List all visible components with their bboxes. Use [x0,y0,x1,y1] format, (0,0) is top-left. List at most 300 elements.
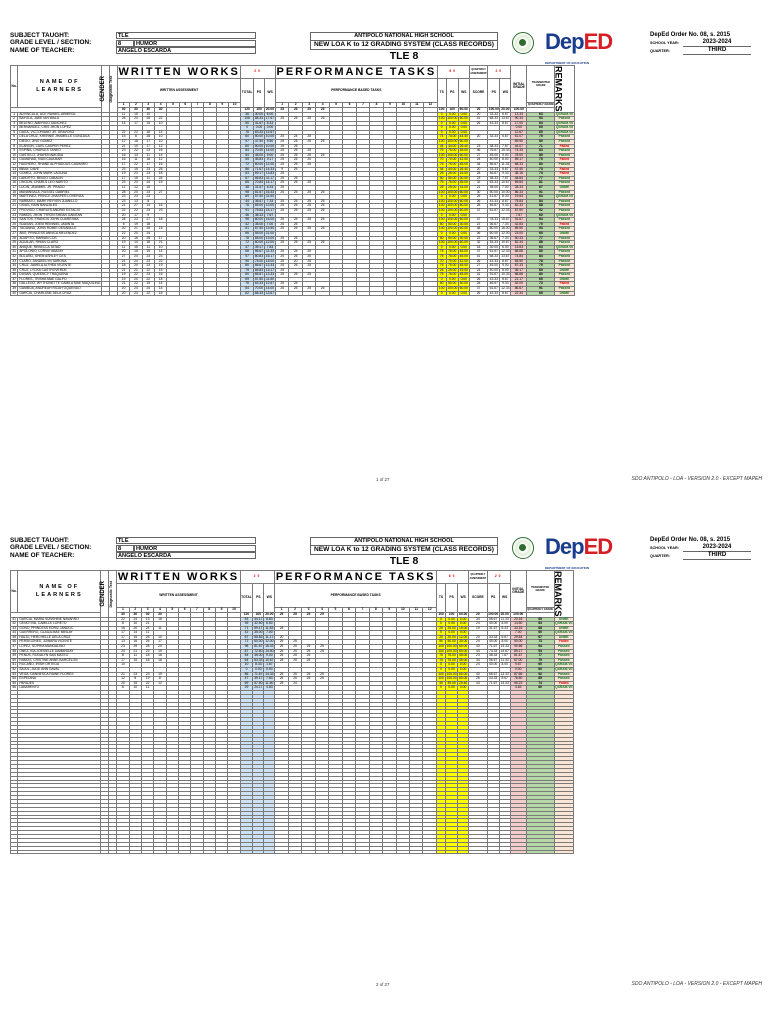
remarks-cell: Passed [554,672,573,677]
ww-num: 9 [215,608,227,613]
ww-score: 24 [142,287,154,292]
ww-total: 36 [241,112,254,117]
pt-ws: 60.00 [458,644,468,649]
learner-no: 47 [12,644,16,649]
teacher-value: ANGELO ESCARDA [116,47,256,54]
pt-total: 100 [438,116,445,121]
grade-value: 8 [116,545,134,552]
initial-grade: 12.67 [511,130,527,135]
learner-no: 32 [12,253,16,258]
pt-num: 3 [302,608,315,613]
ww-score: 21 [129,649,141,654]
pt-score: 25 [289,158,302,163]
learner-no: 1 [11,112,18,117]
pt-ws: 60.00 [459,226,468,231]
qa-weight: 60 [437,66,469,79]
initial-grade: 28.33 [511,186,527,191]
learner-no: 40 [12,290,16,295]
ww-total: 96 [241,218,254,223]
learner-no: 7 [11,140,18,145]
learner-name: GASTELO, JHAYEN AMODIA [18,153,102,158]
pt-total: 50 [437,236,446,241]
pt-hps-total: 100 [438,106,445,111]
ww-ps: 45.83 [254,157,264,162]
ww-ws: 11.17 [265,175,274,180]
qa-ps: 33.33 [489,134,498,139]
pt-ws: 60.00 [459,189,468,194]
pt-ps: 0.00 [446,245,458,250]
ww-score: 22 [117,130,129,135]
quarterly-grade: 67 [527,186,555,191]
ww-total: 42 [240,631,253,636]
initial-grade: 55.23 [510,681,526,686]
qa-ps: 53.33 [489,240,498,245]
pt-score: 25 [289,204,302,209]
ww-score: 23 [129,672,141,677]
qa-score: 24 [469,158,487,163]
ww-total: 42 [241,222,254,227]
col-diagnostic: Diagnostic Test [109,66,117,113]
ww-score: 10 [129,622,141,627]
learner-name: PROVIDO, CHARLES ANDREI ESTACIO [18,208,102,213]
ww-score: 15 [129,681,141,686]
ww-ps: 57.50 [254,276,264,281]
qa-hps: 20 [469,107,487,112]
ww-ws: 8.33 [264,121,275,126]
initial-grade: 33.16 [510,626,526,631]
pt-num: 3 [302,103,315,108]
pt-ws: 0.00 [458,686,469,691]
ww-ws: 12.00 [265,639,274,644]
ww-score: 16 [142,158,154,163]
ww-score: 11 [142,176,154,181]
ww-score: 23 [117,149,129,154]
ww-score: 21 [117,672,129,677]
pt-total: 75 [437,658,446,663]
qa-ws: 8.67 [500,259,511,264]
remarks-cell: Failed [555,222,574,227]
pt-ws: 60.00 [458,676,468,681]
ww-score: 9 [142,213,154,218]
quarterly-grade: 75 [527,135,555,140]
ww-num: 3 [142,103,154,108]
learner-no: 28 [12,235,16,240]
learner-name: LUCIN, JEANMEL JR. PRADO [18,186,102,191]
pt-score: 25 [289,199,302,204]
qa-hps-ws: 20.00 [501,106,510,111]
pt-score: 25 [289,273,302,278]
pt-score: 25 [275,158,288,163]
pt-total: 0 [437,631,446,636]
remarks-cell: Passed [555,254,574,259]
qa-score: 31 [469,273,487,278]
ww-total: 69 [240,681,253,686]
ww-score: 14 [117,121,129,126]
ww-score: 14 [154,282,166,287]
ww-weight: 20 [241,66,276,79]
pt-score: 25 [316,199,329,204]
pt-ws: 30.00 [459,235,468,240]
pt-score: 9 [275,167,288,172]
initial-grade: 9.67 [510,663,526,668]
qa-ps: 56.67 [489,162,498,167]
learner-no: 53 [12,671,16,676]
ww-score: 24 [142,231,154,236]
qa-ps: 30.00 [489,244,498,249]
ww-num: 5 [167,103,179,108]
ww-ps: 45.00 [254,152,264,157]
pt-score: 25 [275,199,288,204]
qa-ps: 43.33 [489,276,498,281]
pt-score: 25 [302,654,315,659]
ww-score: 19 [154,649,166,654]
qa-score: 28 [469,282,487,287]
ww-score: 23 [117,195,129,200]
remarks-cell: DNME [555,186,574,191]
pt-score: 20 [289,259,302,264]
qa-ws: 8.67 [499,677,510,682]
ww-ps: 81.67 [254,644,263,649]
pt-score: 25 [289,287,302,292]
quarter-label: QUARTER: [650,48,671,53]
col-total: TOTAL [240,584,253,613]
ww-score: 17 [117,176,129,181]
ww-ws: 6.50 [264,622,275,627]
ww-score: 15 [154,181,166,186]
qa-score: 36 [469,231,487,236]
col-total: TOTAL [241,79,254,108]
col-name [18,66,102,108]
col-no: No. [11,66,18,108]
pt-score: 25 [275,681,288,686]
qa-score: 28 [469,204,487,209]
col-initial: INITIAL GRADE [511,66,527,108]
quarterly-grade: 65 [527,291,555,296]
remarks-cell: Passed [555,227,574,232]
pt-score: 25 [302,672,315,677]
pt-hps: 25 [288,612,301,617]
ww-total: 71 [240,626,253,631]
ww-ws: 7.00 [264,222,275,227]
ww-score: 24 [142,181,154,186]
qa-ws: 6.67 [500,135,511,140]
ww-score: 11 [130,158,142,163]
initial-grade: 69.50 [511,140,527,145]
learner-row [11,291,575,296]
ww-score: 11 [141,686,153,691]
ww-total: 86 [241,167,254,172]
qa-score: 24 [469,268,487,273]
pt-score: 25 [275,172,288,177]
pt-ps: 0.00 [446,112,458,117]
ww-ps: 50.00 [254,134,264,139]
learner-no: 45 [12,634,16,639]
quarterly-grade: 84 [527,199,555,204]
pt-ws: 60.00 [459,286,468,291]
ww-total: 39 [240,622,253,627]
ww-score: 15 [154,227,166,232]
ww-score: 28 [117,190,129,195]
ww-score: 21 [130,227,142,232]
learner-no: 38 [12,281,16,286]
pt-hps: 25 [315,612,328,617]
ww-score: 19 [141,677,153,682]
ww-score: 23 [142,259,154,264]
pt-total: 0 [437,126,446,131]
ww-score: 22 [130,163,142,168]
ww-ps: 66.67 [254,263,264,268]
pt-total: 49 [437,681,446,686]
ww-score: 16 [129,640,141,645]
pt-score: 25 [275,176,288,181]
learner-name: ESPIÑA, CHARLES TANEO [18,149,102,154]
pt-hps-ps: 100 [446,107,458,112]
pt-ws: 0.00 [458,277,469,282]
pt-score [275,291,288,296]
ww-score: 16 [130,236,142,241]
pt-score: 25 [302,227,315,232]
learner-name: DELA CRUZ, KHENNIE JHAMELLE GONZAGA [18,135,102,140]
pt-hps: 25 [302,612,315,617]
ww-total: 54 [241,153,254,158]
ww-ws: 14.00 [265,148,275,153]
learner-name: RAMOS, CRISTINE ANNE BARCELON [18,658,101,663]
pt-score: 20 [275,635,288,640]
ww-score: 23 [130,181,142,186]
ww-ps: 60.00 [254,639,263,644]
pt-ws: 26.40 [459,166,468,171]
learner-gender [101,291,109,296]
learner-no: 50 [12,657,16,662]
qa-ws: 6.67 [500,112,511,117]
remarks-cell: Passed [555,208,574,213]
pt-ws: 42.00 [459,258,468,263]
col-pt-ws: WS [458,584,469,613]
ww-score: 20 [130,231,142,236]
ww-score: 22 [117,231,129,236]
ww-ws: 6.00 [264,112,275,117]
qa-ps: 60.00 [489,230,498,235]
page-1 [0,28,768,528]
ww-score: 23 [141,672,153,677]
ww-ps: 30.00 [254,111,264,116]
pt-score: 25 [302,273,315,278]
ww-total: 91 [241,208,254,213]
pt-ws: 60.00 [459,139,468,144]
remarks-cell: QSRAM.VII [555,685,573,690]
qa-ps: 36.67 [489,221,498,226]
remarks-cell: QSRAM.VII [555,194,574,199]
pt-num: 7 [356,608,369,613]
pt-score: 25 [289,181,302,186]
ww-ps: 70.00 [254,286,264,291]
ww-ps: 57.50 [254,194,264,199]
qa-ws: 14.33 [500,644,509,649]
pt-score: 25 [289,190,302,195]
pt-score: 25 [302,264,315,269]
qa-ps: 36.67 [489,235,498,240]
pt-score: 25 [288,677,301,682]
pt-score: 25 [302,181,315,186]
ww-ps: 32.50 [254,621,263,626]
ww-total: 67 [240,635,253,640]
teacher-label: NAME OF TEACHER: [10,551,75,559]
ww-score: 23 [130,291,142,296]
qa-score: 32 [469,241,487,246]
learner-no: 4 [11,126,18,131]
pt-num: 8 [369,608,382,613]
qa-score: 18 [469,245,487,250]
learner-name: RAMOS, JHON TYRON SHEAN GABITAN [18,213,102,218]
pt-ws: 0.00 [458,622,469,627]
pt-total: 100 [438,139,445,144]
learner-name: FLORES, TRISHA MAE GALPO [18,277,102,282]
remarks-cell: QSRAM.VII [555,129,574,134]
learner-no: 54 [12,676,16,681]
pt-ps: 25.00 [447,625,456,630]
initial-grade: 13.33 [511,112,527,117]
learner-no: 56 [12,685,16,690]
qa-ps: 61.67 [489,286,498,291]
qa-ws: 11.33 [501,162,510,167]
qa-ws: 8.67 [500,199,511,204]
learner-name: LOPEZ, SOPHIA MANGALINO [18,645,101,650]
col-qa-ps: PS [488,79,500,108]
remarks-cell: Passed [555,117,574,122]
quarterly-grade: 74 [526,681,554,686]
learner-name: PARAJES [18,681,101,686]
ww-score: 21 [117,204,129,209]
ww-num: 8 [204,103,216,108]
pt-total: 50 [437,222,446,227]
learner-name: ROCAÑO, IRISH ORTEGA [18,663,101,668]
ww-ps: 36.67 [254,198,264,203]
pt-ps: 75.00 [448,249,457,254]
ww-score: 22 [154,259,166,264]
learner-no: 31 [12,249,16,254]
ww-score: 25 [141,635,153,640]
qa-ws: 7.33 [500,236,511,241]
pt-total: 25 [437,172,446,177]
col-initial: INITIAL GRADE [510,571,526,613]
ww-score: 12 [154,681,166,686]
ww-score: 22 [130,282,142,287]
pt-ws: 45.00 [459,148,468,153]
ww-score: 15 [129,635,141,640]
qa-ws: 8.67 [500,121,511,126]
qa-score: 22 [469,236,487,241]
pt-ws: 0.00 [458,213,469,218]
pt-ps: 0.00 [446,668,458,673]
ww-total: 83 [241,172,254,177]
pt-score: 25 [275,649,288,654]
pt-score: 25 [302,287,315,292]
ww-score: 15 [142,186,154,191]
ww-ps: 55.00 [254,230,264,235]
initial-grade: 13.83 [511,245,527,250]
pt-score: 25 [275,264,288,269]
ww-score: 11 [129,654,141,659]
class-info [10,32,256,55]
teacher-label: NAME OF TEACHER: [10,46,75,54]
ww-score: 22 [130,149,142,154]
qa-ws: 10.67 [501,180,510,185]
qa-score: 43 [469,645,487,650]
pt-ps: 100.00 [446,648,457,653]
pt-total: 100 [438,217,445,222]
qa-ws: 8.00 [499,640,510,645]
ww-score: 23 [130,195,142,200]
initial-grade: 4.83 [510,686,526,691]
pt-num: 5 [329,608,342,613]
pt-ws: 0.00 [458,663,469,668]
pt-score: 25 [302,117,315,122]
remarks-cell: Failed [555,282,574,287]
pt-score: 25 [289,176,302,181]
pt-score [424,291,438,296]
qa-score: 26 [469,277,487,282]
pt-score: 25 [302,153,315,158]
ww-total: 68 [241,250,254,255]
qa-score: 22 [469,222,487,227]
learner-name: VEGA, DANNESCA RAINE FLORES [18,672,101,677]
ww-score: 20 [117,291,129,296]
qa-ws: 7.67 [500,176,511,181]
ww-hps: 30 [130,107,142,112]
qa-ps: 53.33 [489,180,498,185]
qa-score: 27 [469,264,487,269]
pt-num: 4 [316,103,329,108]
qa-ps: 31.67 [489,625,498,630]
pt-num: 12 [424,103,438,108]
remarks-cell: Passed [555,181,574,186]
pt-total: 0 [437,130,446,135]
ww-ws: 7.83 [264,245,275,250]
quarterly-grade: 77 [526,654,554,659]
ww-score: 16 [117,153,129,158]
ww-score: 13 [130,199,142,204]
col-ts: TS [437,79,446,108]
pt-ws: 45.00 [459,180,468,185]
ww-score [204,291,216,296]
qa-score: 26 [469,677,487,682]
ww-score: 23 [130,218,142,223]
ww-ws: 13.83 [265,171,275,176]
ww-score: 28 [117,218,129,223]
qa-score: 23 [469,176,487,181]
ww-score: 11 [117,245,129,250]
pt-total: 0 [437,121,446,126]
pt-score: 25 [289,140,302,145]
pt-score: 25 [275,640,288,645]
pt-ws: 60.00 [458,648,468,653]
remarks-cell: Passed [555,176,574,181]
ww-score: 24 [130,117,142,122]
ww-total: 38 [241,186,254,191]
pt-ps: 75.00 [448,253,457,258]
qa-score: 27 [469,153,487,158]
pt-score: 25 [275,153,288,158]
learner-no: 55 [12,680,16,685]
ww-num: 10 [228,103,240,108]
ww-score: 23 [142,208,154,213]
pt-ps: 0.00 [446,631,458,636]
learner-no: 12 [12,162,16,167]
ww-ps: 68.33 [254,290,264,295]
remarks-cell: Passed [555,135,574,140]
qa-ps: 33.33 [489,166,498,171]
initial-grade: 47.40 [511,167,527,172]
